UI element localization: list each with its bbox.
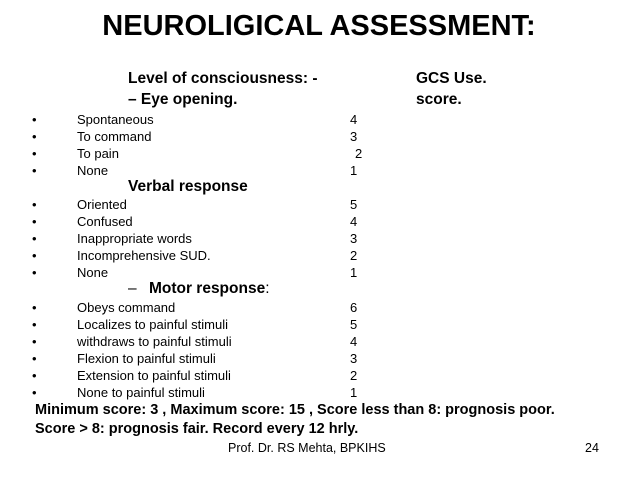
list-item-motor-extension xyxy=(0,368,638,385)
slide-title: NEUROLIGICAL ASSESSMENT: xyxy=(102,10,536,42)
bullet: • xyxy=(32,214,37,229)
item-score: 1 xyxy=(350,265,358,280)
item-label: Flexion to painful stimuli xyxy=(77,351,216,366)
item-label: None xyxy=(77,163,109,178)
list-item-motor-localizes xyxy=(0,317,638,334)
item-score: 2 xyxy=(355,146,363,161)
list-item-verbal-none xyxy=(0,265,638,282)
bullet: • xyxy=(32,146,37,161)
item-label: Spontaneous xyxy=(77,112,154,127)
item-label: Obeys command xyxy=(77,300,176,315)
item-label: withdraws to painful stimuli xyxy=(77,334,232,349)
item-score: 1 xyxy=(350,163,358,178)
item-label: To command xyxy=(77,129,152,144)
bullet: • xyxy=(32,163,37,178)
motor-response-heading xyxy=(128,280,270,298)
item-label: Localizes to painful stimuli xyxy=(77,317,229,332)
item-score: 4 xyxy=(350,112,358,127)
item-label: Confused xyxy=(77,214,133,229)
page-number: 24 xyxy=(585,441,599,455)
bullet: • xyxy=(32,248,37,263)
item-score: 5 xyxy=(350,197,358,212)
item-score: 3 xyxy=(350,231,358,246)
item-label: Extension to painful stimuli xyxy=(77,368,231,383)
item-score: 4 xyxy=(350,214,358,229)
motor-heading-text: Motor response xyxy=(148,280,266,297)
list-item-eye-to-command xyxy=(0,129,638,146)
footer-author: Prof. Dr. RS Mehta, BPKIHS xyxy=(228,441,386,455)
item-score: 3 xyxy=(350,351,358,366)
item-score: 3 xyxy=(350,129,358,144)
bullet: • xyxy=(32,334,37,349)
bullet: • xyxy=(32,112,37,127)
list-item-motor-none xyxy=(0,385,638,402)
bullet: • xyxy=(32,300,37,315)
list-item-eye-to-pain xyxy=(0,146,638,163)
bullet: • xyxy=(32,385,37,400)
list-item-motor-flexion xyxy=(0,351,638,368)
summary-line-2: Score > 8: prognosis fair. Record every 12 hrly. xyxy=(35,421,359,437)
level-of-consciousness-label: Level of consciousness: - xyxy=(128,70,318,87)
bullet: • xyxy=(32,231,37,246)
item-score: 4 xyxy=(350,334,358,349)
summary-line-1: Minimum score: 3 , Maximum score: 15 , Score less than 8: prognosis poor. xyxy=(35,402,555,418)
bullet: • xyxy=(32,351,37,366)
item-label: To pain xyxy=(77,146,119,161)
gcs-use-label: GCS Use. xyxy=(416,70,487,87)
motor-colon: : xyxy=(265,280,270,297)
list-item-verbal-incomprehensive xyxy=(0,248,638,265)
motor-dash: – xyxy=(128,280,137,297)
list-item-verbal-inappropriate xyxy=(0,231,638,248)
bullet: • xyxy=(32,129,37,144)
verbal-response-heading: Verbal response xyxy=(128,178,248,195)
item-label: None xyxy=(77,265,109,280)
list-item-verbal-confused xyxy=(0,214,638,231)
score-label: score. xyxy=(416,91,462,108)
eye-opening-heading: – Eye opening. xyxy=(128,91,238,108)
list-item-motor-withdraws xyxy=(0,334,638,351)
list-item-eye-none xyxy=(0,163,638,180)
item-score: 2 xyxy=(350,248,358,263)
item-score: 5 xyxy=(350,317,358,332)
item-label: Incomprehensive SUD. xyxy=(77,248,211,263)
bullet: • xyxy=(32,197,37,212)
item-label: None to painful stimuli xyxy=(77,385,205,400)
item-score: 2 xyxy=(350,368,358,383)
list-item-eye-spontaneous xyxy=(0,112,638,129)
item-score: 1 xyxy=(350,385,358,400)
bullet: • xyxy=(32,265,37,280)
item-label: Oriented xyxy=(77,197,127,212)
item-label: Inappropriate words xyxy=(77,231,192,246)
list-item-verbal-oriented xyxy=(0,197,638,214)
bullet: • xyxy=(32,368,37,383)
bullet: • xyxy=(32,317,37,332)
item-score: 6 xyxy=(350,300,358,315)
list-item-motor-obeys xyxy=(0,300,638,317)
